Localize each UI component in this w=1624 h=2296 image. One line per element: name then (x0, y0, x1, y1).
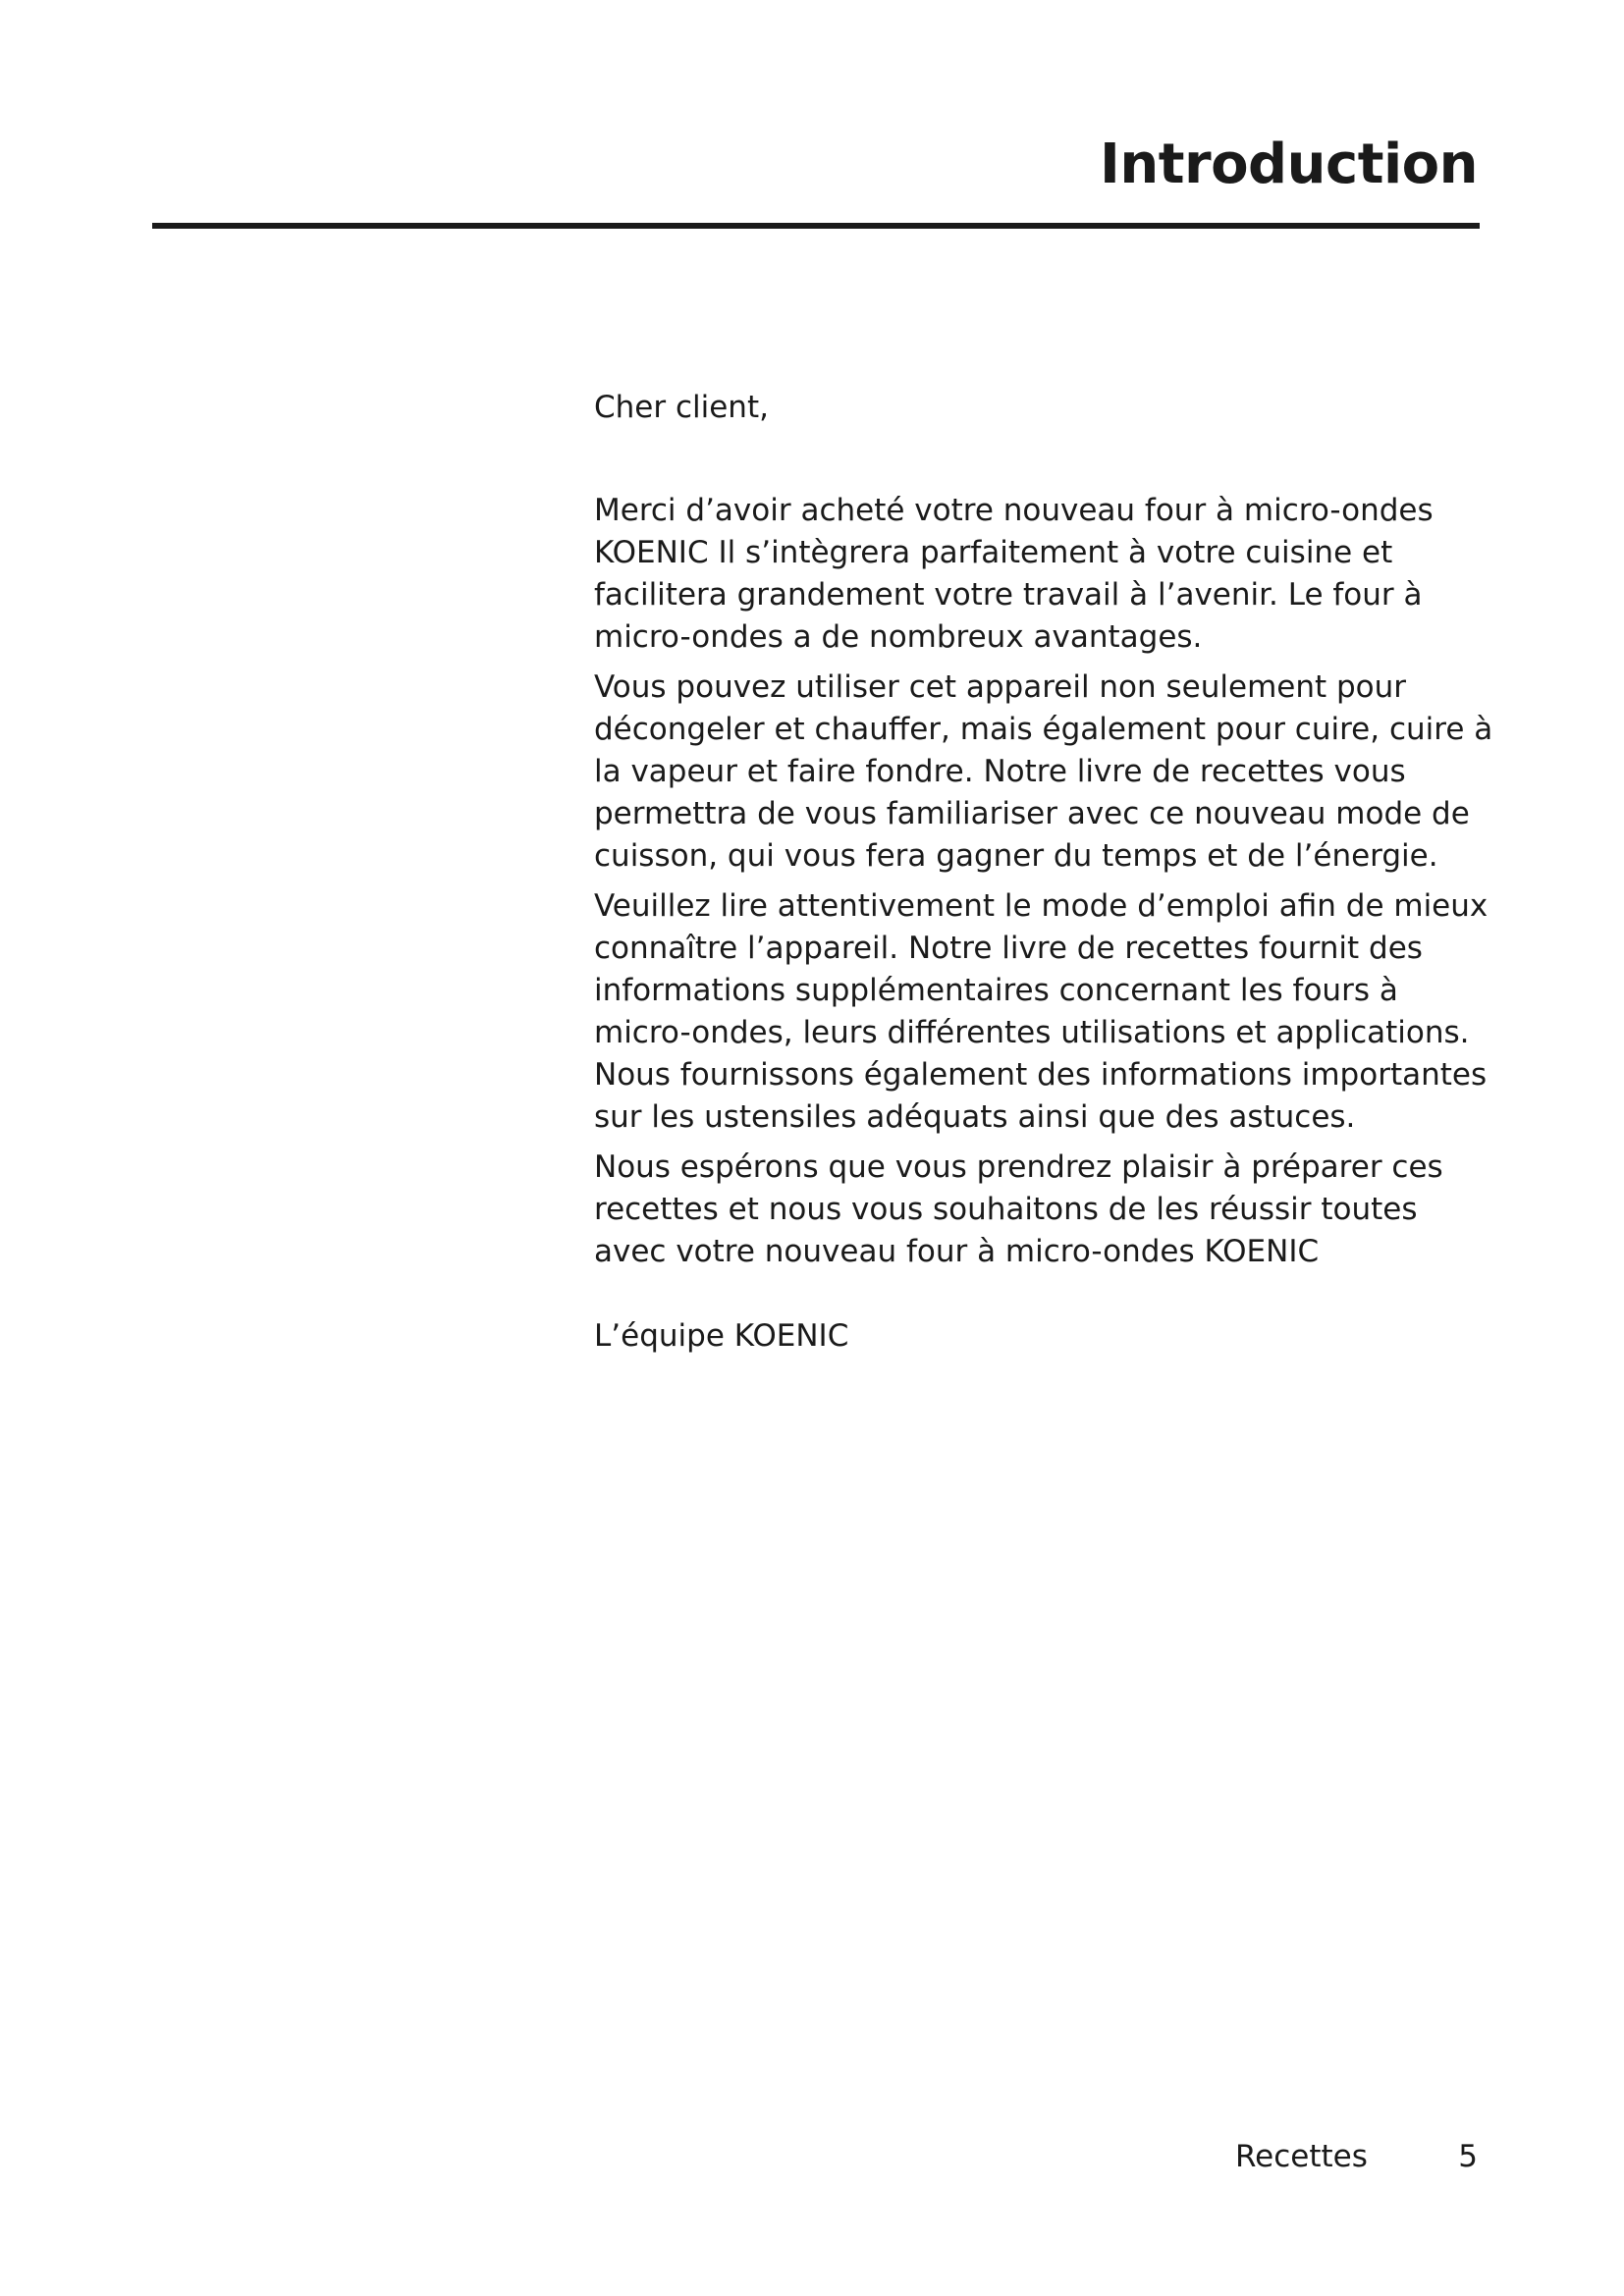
paragraph: Merci d’avoir acheté votre nouveau four à micro-ondes KOENIC Il s’intègrera parfaitement à votre cuisine et facilitera grandement votre travail à l’avenir. Le four à micro-ondes a de nombreux avantages. (594, 493, 1434, 655)
paragraph: Vous pouvez utiliser cet appareil non seulement pour décongeler et chauffer, mais également pour cuire, cuire à la vapeur et faire fondre. Notre livre de recettes vous permettra de vous familiariser avec ce nouveau mode de cuisson, qui vous fera gagner du temps et de l’énergie. (594, 669, 1493, 874)
title-divider (152, 223, 1480, 229)
page-title: Introduction (1099, 133, 1478, 196)
signature: L’équipe KOENIC (594, 1318, 849, 1354)
footer-section-label: Recettes (1235, 2139, 1368, 2174)
paragraph: Veuillez lire attentivement le mode d’emploi afin de mieux connaître l’appareil. Notre livre de recettes fournit des informations supplémentaires concernant les fours à micro-ondes, leurs différentes utilisations et applications. Nous fournissons également des informations importantes sur les ustensiles adéquats ainsi que des astuces. (594, 888, 1489, 1135)
page-header (152, 133, 1480, 196)
letter-body (594, 387, 1497, 1358)
page-footer (1129, 2135, 1480, 2178)
salutation: Cher client, (594, 390, 769, 425)
paragraph: Nous espérons que vous prendrez plaisir à préparer ces recettes et nous vous souhaitons de les réussir toutes avec votre nouveau four à micro-ondes KOENIC (594, 1149, 1443, 1269)
page-number: 5 (1458, 2139, 1478, 2174)
